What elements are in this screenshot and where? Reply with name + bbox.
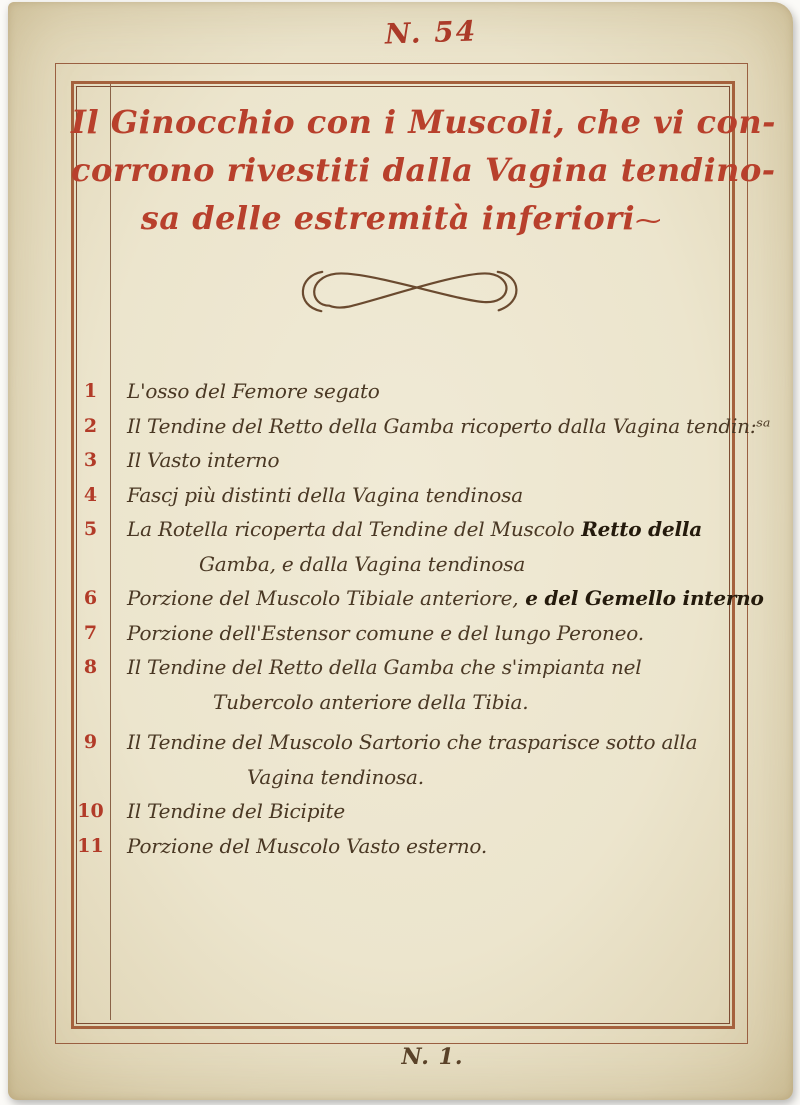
item-number: 4 (83, 483, 98, 506)
item-text: La Rotella ricoperta dal Tendine del Muscolo Retto della (127, 517, 703, 541)
list-item-continuation (71, 685, 729, 720)
page-title (71, 98, 776, 245)
title-line-3: sa delle estremità inferiori⁓ (140, 199, 660, 237)
title-line-2: corrono rivestiti dalla Vagina tendino- (71, 151, 776, 189)
list-item-continuation (71, 760, 729, 795)
item-text: Vagina tendinosa. (247, 764, 424, 789)
list-item (71, 374, 729, 409)
item-text: Il Tendine del Retto della Gamba che s'impianta nel (127, 655, 642, 679)
title-swash: ⁓ (635, 206, 660, 236)
item-text: Fascj più distinti della Vagina tendinosa (127, 482, 523, 507)
item-text: Il Tendine del Muscolo Sartorio che trasparisce sotto alla (127, 730, 698, 754)
item-number: 2 (83, 414, 98, 437)
list-item-continuation (71, 547, 729, 582)
legend-list (71, 374, 771, 863)
title-line-1: Il Ginocchio con i Muscoli, che vi con- (71, 103, 776, 141)
item-number: 11 (77, 834, 104, 857)
item-text: Porzione del Muscolo Tibiale anteriore, e del Gemello interno (127, 586, 764, 610)
item-number: 5 (83, 518, 98, 540)
item-number: 6 (83, 587, 98, 609)
item-text-added-ink: e del Gemello interno (518, 586, 764, 610)
item-number: 7 (83, 621, 98, 644)
item-number: 3 (83, 449, 98, 471)
item-number: 8 (83, 656, 98, 678)
list-item (71, 794, 729, 829)
item-number: 1 (83, 380, 98, 402)
item-text: L'osso del Femore segato (127, 379, 380, 403)
sheet-mark: N. 1. (401, 1044, 464, 1070)
list-item (71, 725, 729, 760)
item-text: Il Tendine del Retto della Gamba ricoperto dalla Vagina tendin:ˢᵃ (127, 413, 771, 438)
list-item (71, 512, 729, 547)
item-text: Porzione del Muscolo Vasto esterno. (127, 833, 488, 858)
list-item (71, 581, 764, 616)
list-item (71, 829, 729, 864)
flourish-ornament (8, 260, 793, 328)
item-text: Gamba, e dalla Vagina tendinosa (199, 551, 526, 576)
item-number: 10 (77, 800, 104, 822)
item-text: Il Vasto interno (127, 448, 280, 472)
manuscript-page (8, 2, 793, 1100)
list-item (71, 650, 729, 685)
item-text-added-ink: Retto della (574, 517, 703, 541)
list-item (71, 409, 771, 444)
item-text: Porzione dell'Estensor comune e del lungo Peroneo. (127, 620, 644, 645)
item-text: Il Tendine del Bicipite (127, 799, 345, 823)
page-number: N. 54 (383, 14, 478, 51)
flourish-icon (285, 260, 535, 324)
list-item (71, 616, 729, 651)
list-item (71, 478, 729, 513)
item-number: 9 (83, 731, 98, 753)
item-text: Tubercolo anteriore della Tibia. (213, 689, 529, 714)
list-item (71, 443, 729, 478)
